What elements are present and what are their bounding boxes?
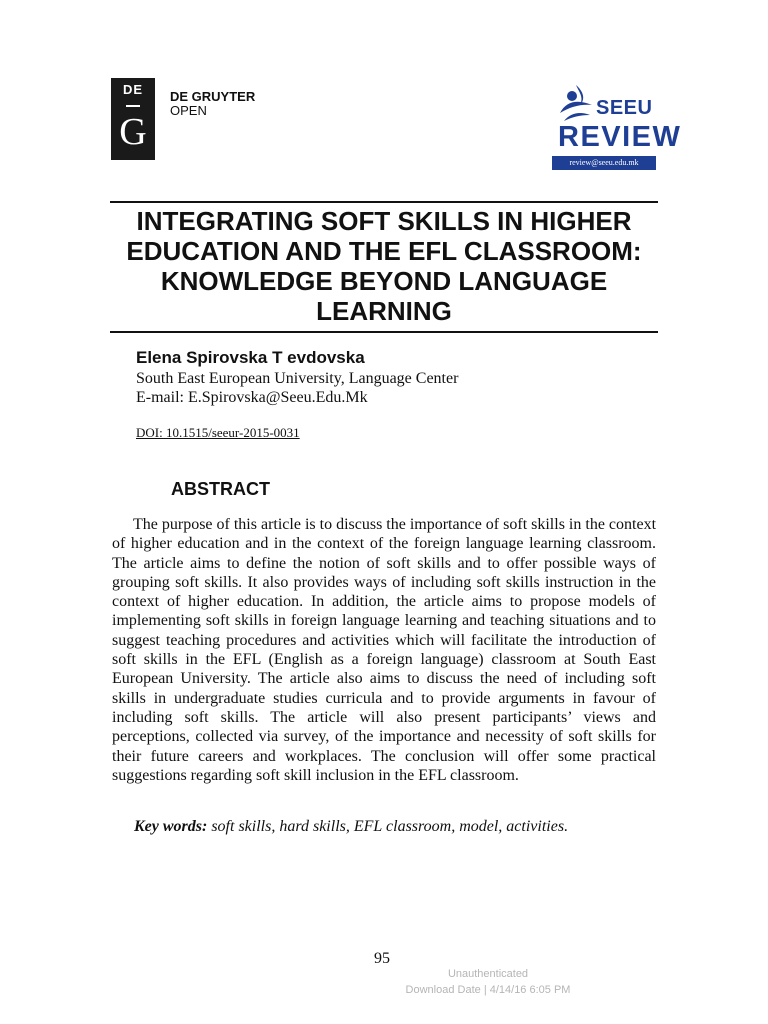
keywords-label: Key words: — [134, 818, 208, 835]
watermark-unauthenticated: Unauthenticated — [447, 968, 529, 980]
page-number: 95 — [374, 950, 390, 967]
logo-g-text: G — [119, 111, 147, 153]
keywords-line — [134, 817, 568, 836]
author-email: E-mail: E.Spirovska@Seeu.Edu.Mk — [136, 389, 368, 406]
watermark-download-date: Download Date | 4/14/16 6:05 PM — [405, 984, 571, 996]
de-gruyter-logo — [111, 78, 155, 160]
logo-divider — [126, 105, 140, 107]
journal-name-bottom: REVIEW — [558, 121, 682, 153]
author-name: Elena Spirovska T evdovska — [136, 348, 365, 367]
logo-de-text: DE — [122, 82, 144, 97]
journal-name-top: SEEU — [596, 97, 653, 119]
author-affiliation: South East European University, Language Center — [136, 370, 459, 387]
article-title: INTEGRATING SOFT SKILLS IN HIGHER EDUCATION AND THE EFL CLASSROOM: KNOWLEDGE BEYOND LANGUAGE LEARNING — [126, 206, 642, 326]
seeu-swirl-icon — [556, 83, 596, 123]
title-rule-bottom — [110, 331, 658, 333]
abstract-heading: ABSTRACT — [171, 479, 270, 499]
journal-email-banner: review@seeu.edu.mk — [552, 156, 656, 170]
keywords-text: soft skills, hard skills, EFL classroom, model, activities. — [211, 818, 569, 835]
abstract-body: The purpose of this article is to discuss the importance of soft skills in the context of higher education and in the context of the foreign language learning classroom. The article aims to define the notion of soft skills and to offer possible ways of grouping soft skills. It also provides ways of including soft skills instruction in the context of higher education. In addition, the article aims to propose models of implementing soft skills in foreign language learning and teaching situations and to suggest teaching procedures and activities which will facilitate the introduction of soft skills in the EFL (English as a foreign language) classroom at South East European University. The article also aims to discuss the need of including soft skills in undergraduate studies curricula and to provide arguments in favour of including soft skills. The article will also present participants’ views and perceptions, collected via survey, of the importance and necessity of soft skills for their future careers and workplaces. The conclusion will offer some practical suggestions regarding soft skill inclusion in the EFL classroom. — [112, 516, 657, 784]
publisher-name: DE GRUYTER — [170, 89, 256, 104]
doi-link[interactable]: DOI: 10.1515/seeur-2015-0031 — [136, 425, 300, 440]
title-rule-top — [110, 201, 658, 203]
publisher-subtitle: OPEN — [170, 103, 207, 118]
